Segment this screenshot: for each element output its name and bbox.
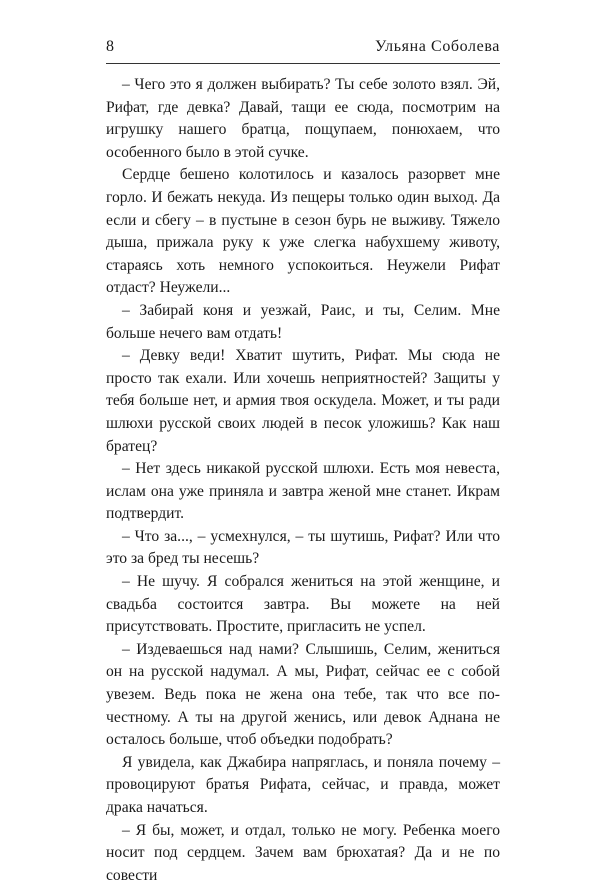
body-text [106, 74, 500, 887]
running-head-author: Ульяна Соболева [375, 38, 500, 55]
paragraph: – Девку веди! Хватит шутить, Рифат. Мы сюда не просто так ехали. Или хочешь неприятностей? Защиты у тебя больше нет, и армия твоя оскудела. Может, и ты ради шлюхи русской своих людей в песок уложишь? Как наш братец? [106, 347, 500, 455]
page-header [106, 38, 500, 62]
page-number: 8 [106, 38, 114, 55]
paragraph: – Что за..., – усмехнулся, – ты шутишь, Рифат? Или что это за бред ты несешь? [106, 527, 500, 568]
paragraph: – Не шучу. Я собрался жениться на этой женщине, и свадьба состоится завтра. Вы можете на ней присутствовать. Простите, пригласить не успел. [106, 573, 500, 636]
paragraph: – Нет здесь никакой русской шлюхи. Есть моя невеста, ислам она уже приняла и завтра женой мне станет. Икрам подтвердит. [106, 460, 500, 523]
header-rule [106, 63, 500, 64]
paragraph: – Издеваешься над нами? Слышишь, Селим, жениться он на русской надумал. А мы, Рифат, сейчас ее с собой увезем. Ведь пока не жена она тебе, так что все по-честному. А ты на другой женись, или девок Аднана не осталось больше, чтоб объедки подобрать? [106, 640, 500, 749]
paragraph: Я увидела, как Джабира напряглась, и поняла почему – провоцируют братья Рифата, сейчас, и правда, может драка начаться. [106, 753, 500, 816]
paragraph: – Чего это я должен выбирать? Ты себе золото взял. Эй, Рифат, где девка? Давай, тащи ее сюда, посмотрим на игрушку нашего братца, пощупаем, понюхаем, что особенного было в этой сучке. [106, 76, 500, 161]
paragraph: – Я бы, может, и отдал, только не могу. Ребенка моего носит под сердцем. Зачем вам брюхатая? Да и не по совести [106, 821, 500, 884]
paragraph: Сердце бешено колотилось и казалось разорвет мне горло. И бежать некуда. Из пещеры только один выход. Да если и сбегу – в пустыне в сезон бурь не выживу. Тяжело дыша, прижала руку к уже слегка набухшему животу, стараясь хоть немного успокоиться. Неужели Рифат отдаст? Неужели... [106, 166, 500, 297]
paragraph: – Забирай коня и уезжай, Раис, и ты, Селим. Мне больше нечего вам отдать! [106, 301, 500, 342]
